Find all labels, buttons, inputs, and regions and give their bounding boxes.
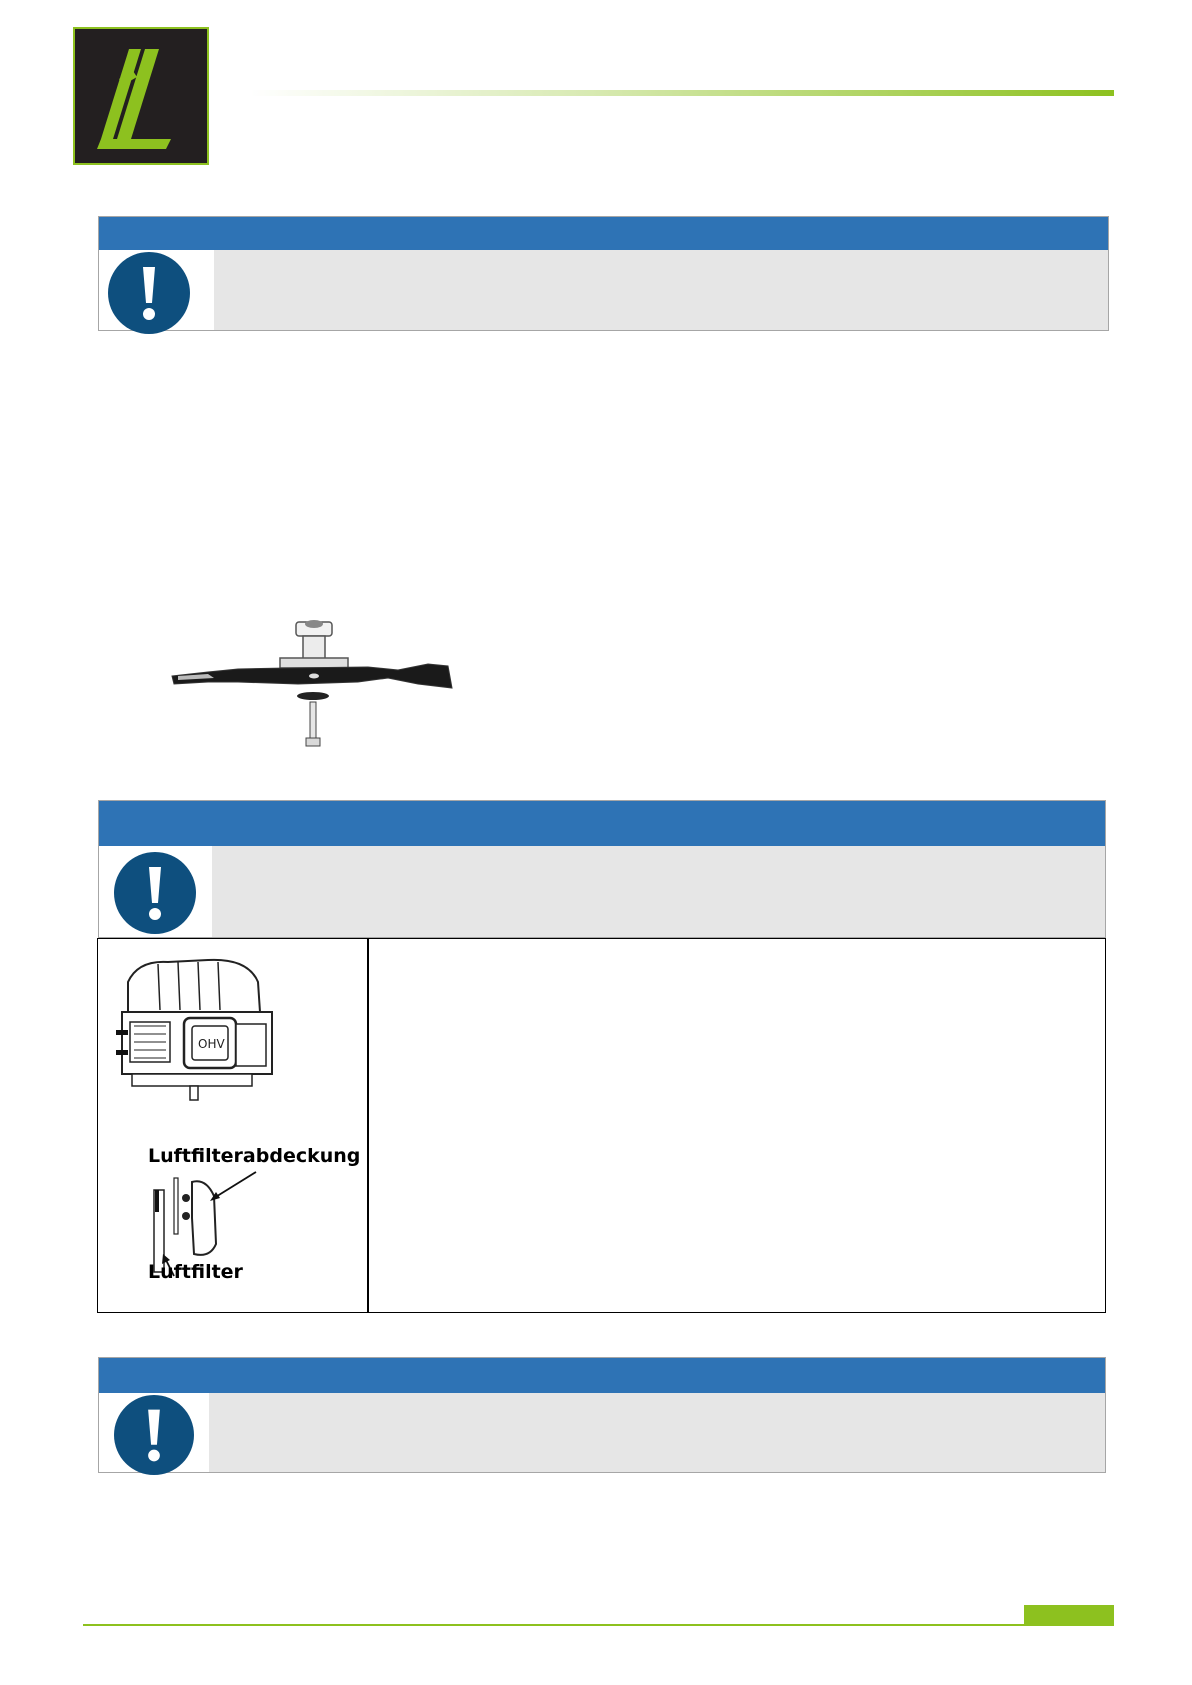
- notice-box-1: [98, 216, 1109, 331]
- notice-header-bar: [99, 1358, 1105, 1393]
- notice-header-bar: [99, 801, 1105, 846]
- exclamation-icon: [108, 252, 190, 334]
- engine-figure: [108, 952, 274, 1102]
- notice-text-cell: [214, 250, 1108, 330]
- notice-icon-cell: [99, 1393, 210, 1472]
- header-rule: [250, 90, 1114, 96]
- table-divider: [367, 938, 369, 1313]
- notice-box-2: [98, 800, 1106, 938]
- notice-header-bar: [99, 217, 1108, 250]
- notice-box-3: [98, 1357, 1106, 1473]
- notice-icon-cell: [99, 250, 215, 330]
- exclamation-icon: [114, 852, 196, 934]
- notice-icon-cell: [99, 846, 213, 937]
- footer-rule: [83, 1624, 1026, 1626]
- exclamation-icon: [114, 1395, 194, 1475]
- brand-logo: [73, 27, 209, 165]
- footer-page-tab: [1024, 1605, 1114, 1626]
- zipper-z-logo-icon: [73, 27, 209, 165]
- blade-assembly-figure: [168, 612, 455, 757]
- mower-blade-assembly-icon: [168, 612, 455, 757]
- air-filter-label: Luftfilter: [148, 1261, 243, 1283]
- svg-text:OHV: OHV: [198, 1037, 225, 1051]
- engine-air-filter-diagram-icon: [108, 952, 274, 1102]
- notice-text-cell: [209, 1393, 1105, 1472]
- notice-text-cell: [212, 846, 1105, 937]
- air-filter-cover-label: Luftfilterabdeckung: [148, 1145, 361, 1167]
